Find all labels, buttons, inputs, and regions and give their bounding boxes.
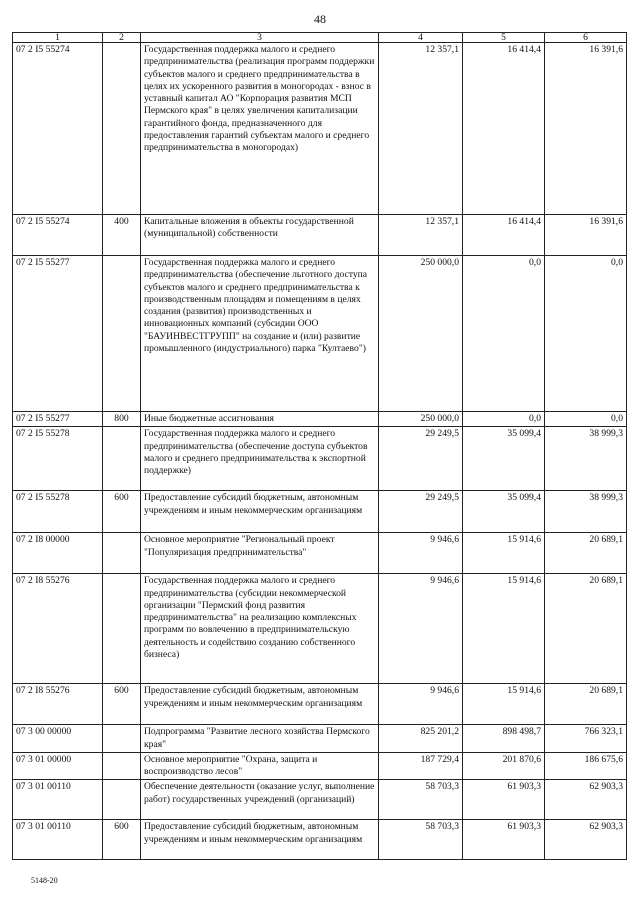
item-name: Подпрограмма "Развитие лесного хозяйства Пермского края" [141, 725, 379, 753]
value-col-6: 20 689,1 [545, 574, 627, 684]
header-col-4: 4 [379, 33, 463, 43]
value-col-4: 58 703,3 [379, 820, 463, 860]
value-col-5: 16 414,4 [463, 215, 545, 256]
document-footer-code: 5148-20 [31, 876, 58, 885]
target-code: 07 2 I8 00000 [13, 533, 103, 574]
expense-type [103, 780, 141, 820]
item-name: Государственная поддержка малого и среднего предпринимательства (обеспечение льготного доступа субъектов малого и среднего предпринимательства к производственным площадям и помещениям в целях создания (развития) производственных и инновационных компаний (субсидии ООО "БАУИНВЕСТГРУПП" на создание и (или) развитие промышленного (индустриального) парка "Култаево") [141, 256, 379, 412]
value-col-5: 0,0 [463, 412, 545, 427]
value-col-5: 35 099,4 [463, 427, 545, 491]
value-col-6: 16 391,6 [545, 43, 627, 215]
header-col-1: 1 [13, 33, 103, 43]
value-col-4: 250 000,0 [379, 256, 463, 412]
expense-type [103, 574, 141, 684]
item-name: Основное мероприятие "Охрана, защита и воспроизводство лесов" [141, 752, 379, 780]
table-row [13, 256, 627, 412]
value-col-5: 61 903,3 [463, 780, 545, 820]
expense-type: 600 [103, 684, 141, 725]
target-code: 07 3 01 00110 [13, 820, 103, 860]
header-row [13, 33, 627, 43]
target-code: 07 3 00 00000 [13, 725, 103, 753]
value-col-4: 12 357,1 [379, 215, 463, 256]
value-col-4: 29 249,5 [379, 427, 463, 491]
value-col-4: 250 000,0 [379, 412, 463, 427]
value-col-4: 825 201,2 [379, 725, 463, 753]
value-col-5: 0,0 [463, 256, 545, 412]
item-name: Государственная поддержка малого и среднего предпринимательства (обеспечение доступа субъектов малого и среднего предпринимательства к экспортной поддержке) [141, 427, 379, 491]
value-col-5: 61 903,3 [463, 820, 545, 860]
value-col-5: 15 914,6 [463, 574, 545, 684]
value-col-6: 766 323,1 [545, 725, 627, 753]
budget-table [12, 32, 627, 860]
value-col-4: 12 357,1 [379, 43, 463, 215]
table-row [13, 752, 627, 780]
header-col-5: 5 [463, 33, 545, 43]
item-name: Капитальные вложения в объекты государственной (муниципальной) собственности [141, 215, 379, 256]
header-col-6: 6 [545, 33, 627, 43]
item-name: Государственная поддержка малого и среднего предпринимательства (реализация программ поддержки субъектов малого и среднего предпринимательства в целях их ускоренного развития в моногородах - взнос в уставный капитал АО "Корпорация развития МСП Пермского края" в целях увеличения капитализации гарантийного фонда, предназначенного для предоставления гарантий субъектам малого и среднего предпринимательства в моногородах) [141, 43, 379, 215]
value-col-4: 9 946,6 [379, 533, 463, 574]
target-code: 07 2 I5 55277 [13, 412, 103, 427]
header-col-3: 3 [141, 33, 379, 43]
table-row [13, 491, 627, 533]
table-row [13, 725, 627, 753]
table-row [13, 684, 627, 725]
table-row [13, 427, 627, 491]
target-code: 07 2 I5 55277 [13, 256, 103, 412]
table-row [13, 820, 627, 860]
value-col-4: 9 946,6 [379, 684, 463, 725]
value-col-6: 62 903,3 [545, 780, 627, 820]
table-row [13, 215, 627, 256]
value-col-4: 29 249,5 [379, 491, 463, 533]
table-row [13, 412, 627, 427]
value-col-5: 35 099,4 [463, 491, 545, 533]
value-col-5: 15 914,6 [463, 533, 545, 574]
value-col-6: 38 999,3 [545, 427, 627, 491]
value-col-4: 58 703,3 [379, 780, 463, 820]
item-name: Иные бюджетные ассигнования [141, 412, 379, 427]
expense-type: 800 [103, 412, 141, 427]
item-name: Предоставление субсидий бюджетным, автономным учреждениям и иным некоммерческим организациям [141, 820, 379, 860]
value-col-6: 0,0 [545, 412, 627, 427]
target-code: 07 2 I8 55276 [13, 574, 103, 684]
target-code: 07 2 I5 55278 [13, 491, 103, 533]
value-col-5: 15 914,6 [463, 684, 545, 725]
expense-type: 600 [103, 491, 141, 533]
expense-type [103, 43, 141, 215]
item-name: Предоставление субсидий бюджетным, автономным учреждениям и иным некоммерческим организациям [141, 684, 379, 725]
expense-type [103, 533, 141, 574]
target-code: 07 2 I8 55276 [13, 684, 103, 725]
table-row [13, 574, 627, 684]
table-row [13, 533, 627, 574]
value-col-6: 186 675,6 [545, 752, 627, 780]
target-code: 07 3 01 00000 [13, 752, 103, 780]
item-name: Обеспечение деятельности (оказание услуг, выполнение работ) государственных учреждений (организаций) [141, 780, 379, 820]
value-col-4: 187 729,4 [379, 752, 463, 780]
value-col-6: 16 391,6 [545, 215, 627, 256]
target-code: 07 2 I5 55278 [13, 427, 103, 491]
item-name: Предоставление субсидий бюджетным, автономным учреждениям и иным некоммерческим организациям [141, 491, 379, 533]
value-col-4: 9 946,6 [379, 574, 463, 684]
expense-type: 600 [103, 820, 141, 860]
item-name: Государственная поддержка малого и среднего предпринимательства (субсидии некоммерческой организации "Пермский фонд развития предпринимательства" на реализацию комплексных программ по вовлечению в предпринимательскую деятельность и содействию созданию собственного бизнеса) [141, 574, 379, 684]
value-col-5: 201 870,6 [463, 752, 545, 780]
value-col-5: 898 498,7 [463, 725, 545, 753]
value-col-6: 20 689,1 [545, 684, 627, 725]
value-col-6: 0,0 [545, 256, 627, 412]
target-code: 07 2 I5 55274 [13, 215, 103, 256]
value-col-6: 62 903,3 [545, 820, 627, 860]
expense-type [103, 256, 141, 412]
value-col-5: 16 414,4 [463, 43, 545, 215]
value-col-6: 38 999,3 [545, 491, 627, 533]
header-col-2: 2 [103, 33, 141, 43]
expense-type [103, 427, 141, 491]
expense-type [103, 752, 141, 780]
value-col-6: 20 689,1 [545, 533, 627, 574]
target-code: 07 3 01 00110 [13, 780, 103, 820]
expense-type: 400 [103, 215, 141, 256]
item-name: Основное мероприятие "Региональный проект "Популяризация предпринимательства" [141, 533, 379, 574]
page-number: 48 [314, 12, 326, 26]
table-row [13, 43, 627, 215]
expense-type [103, 725, 141, 753]
target-code: 07 2 I5 55274 [13, 43, 103, 215]
table-row [13, 780, 627, 820]
